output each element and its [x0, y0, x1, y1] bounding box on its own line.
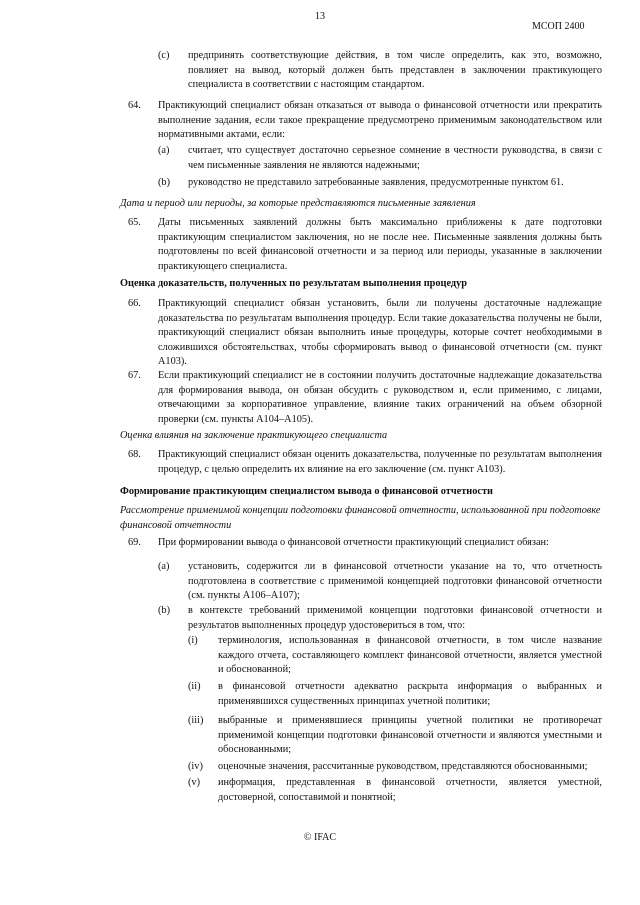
document-code: МСОП 2400 [532, 21, 585, 32]
heading-framework-consideration: Рассмотрение применимой концепции подготовки финансовой отчетности, использованной при подготовке финансовой отчетности [120, 505, 601, 531]
heading-dates-periods: Дата и период или периоды, за которые представляются письменные заявления [120, 198, 476, 209]
paragraph-65-text: Даты письменных заявлений должны быть максимально приближены к дате подготовки практикующим специалистом заключения, но не после нее. Письменные заявления должны быть подготовлены по всей финансовой отчетности и за период или периоды, указанные в заключении практикующего специалиста. [158, 217, 602, 272]
paragraph-64-text: Практикующий специалист обязан отказаться от вывода о финансовой отчетности или прекратить выполнение задания, если такое прекращение предусмотрено применимым законодательством или нормативными актами, если: [158, 100, 602, 141]
page-number: 13 [315, 11, 325, 22]
paragraph-66-number: 66. [128, 298, 141, 309]
item-69b-ii-number: (ii) [188, 681, 201, 692]
heading-effect-on-report: Оценка влияния на заключение практикующего специалиста [120, 430, 388, 441]
item-64a-text: считает, что существует достаточно серьезное сомнение в честности руководства, в связи с чем письменные заявления не являются надежными; [188, 145, 602, 171]
item-69b-letter: (b) [158, 605, 171, 616]
footer-copyright: © IFAC [303, 832, 337, 843]
item-69b-i-number: (i) [188, 635, 198, 646]
paragraph-67-text: Если практикующий специалист не в состоянии получить достаточные надлежащие доказательства для формирования вывода, он обязан обсудить с руководством и, если применимо, с лицами, отвечающими за корпоративное управление, влияние таких ограничений на объем обзорной проверки (см. пункты A104–A105). [158, 370, 602, 425]
paragraph-67-number: 67. [128, 370, 141, 381]
paragraph-64-number: 64. [128, 100, 141, 111]
item-69a-text: установить, содержится ли в финансовой отчетности указание на то, что отчетность подготовлена в соответствие с применимой концепцией подготовки финансовой отчетности (см. пункты A106–A107); [188, 561, 602, 602]
item-69a-letter: (a) [158, 561, 170, 572]
paragraph-65-number: 65. [128, 217, 141, 228]
item-69b-iv-number: (iv) [188, 761, 203, 772]
item-69b-v-number: (v) [188, 777, 201, 788]
paragraph-69-number: 69. [128, 537, 141, 548]
item-63c-text: предпринять соответствующие действия, в том числе определить, как это, возможно, повлияет на вывод, который должен быть представлен в заключении практикующего специалиста в соответствии с настоящим стандартом. [188, 50, 602, 91]
item-69b-iv-text: оценочные значения, рассчитанные руководством, представляются обоснованными; [218, 761, 588, 772]
item-69b-v-text: информация, представленная в финансовой отчетности, является уместной, достоверной, сопоставимой и понятной; [218, 777, 602, 803]
paragraph-69-text: При формировании вывода о финансовой отчетности практикующий специалист обязан: [158, 537, 549, 548]
item-69b-text: в контексте требований применимой концепции подготовки финансовой отчетности и результатов выполненных процедур удостовериться в том, что: [188, 605, 602, 631]
item-64b-text: руководство не представило затребованные заявления, предусмотренные пунктом 61. [188, 177, 564, 188]
item-64b-letter: (b) [158, 177, 171, 188]
item-64a-letter: (a) [158, 145, 170, 156]
paragraph-68-number: 68. [128, 449, 141, 460]
item-63c-letter: (c) [158, 50, 170, 61]
item-69b-ii-text: в финансовой отчетности адекватно раскрыта информация о выбранных и применявшихся существенных принципах учетной политики; [218, 681, 602, 707]
paragraph-68-text: Практикующий специалист обязан оценить доказательства, полученные по результатам выполнения процедур, с целью определить их влияние на его заключение (см. пункт A103). [158, 449, 602, 475]
paragraph-66-text: Практикующий специалист обязан установить, были ли получены достаточные надлежащие доказательства по результатам выполнения процедур. Если такие доказательства получены не были, практикующий специалист обязан выполнить иные процедуры, которые сочтет необходимыми в сложившихся обстоятельствах, чтобы сформировать вывод о финансовой отчетности (см. пункт A103). [158, 298, 602, 368]
heading-evaluation-of-evidence: Оценка доказательств, полученных по результатам выполнения процедур [120, 278, 467, 289]
item-69b-iii-text: выбранные и применявшиеся принципы учетной политики не противоречат применимой концепции подготовки финансовой отчетности и являются уместными и обоснованными; [218, 715, 602, 756]
item-69b-iii-number: (iii) [188, 715, 204, 726]
heading-forming-conclusion: Формирование практикующим специалистом вывода о финансовой отчетности [120, 486, 493, 497]
item-69b-i-text: терминология, использованная в финансовой отчетности, в том числе название каждого отчета, составляющего комплект финансовой отчетности, является уместной и обоснованной; [218, 635, 602, 676]
